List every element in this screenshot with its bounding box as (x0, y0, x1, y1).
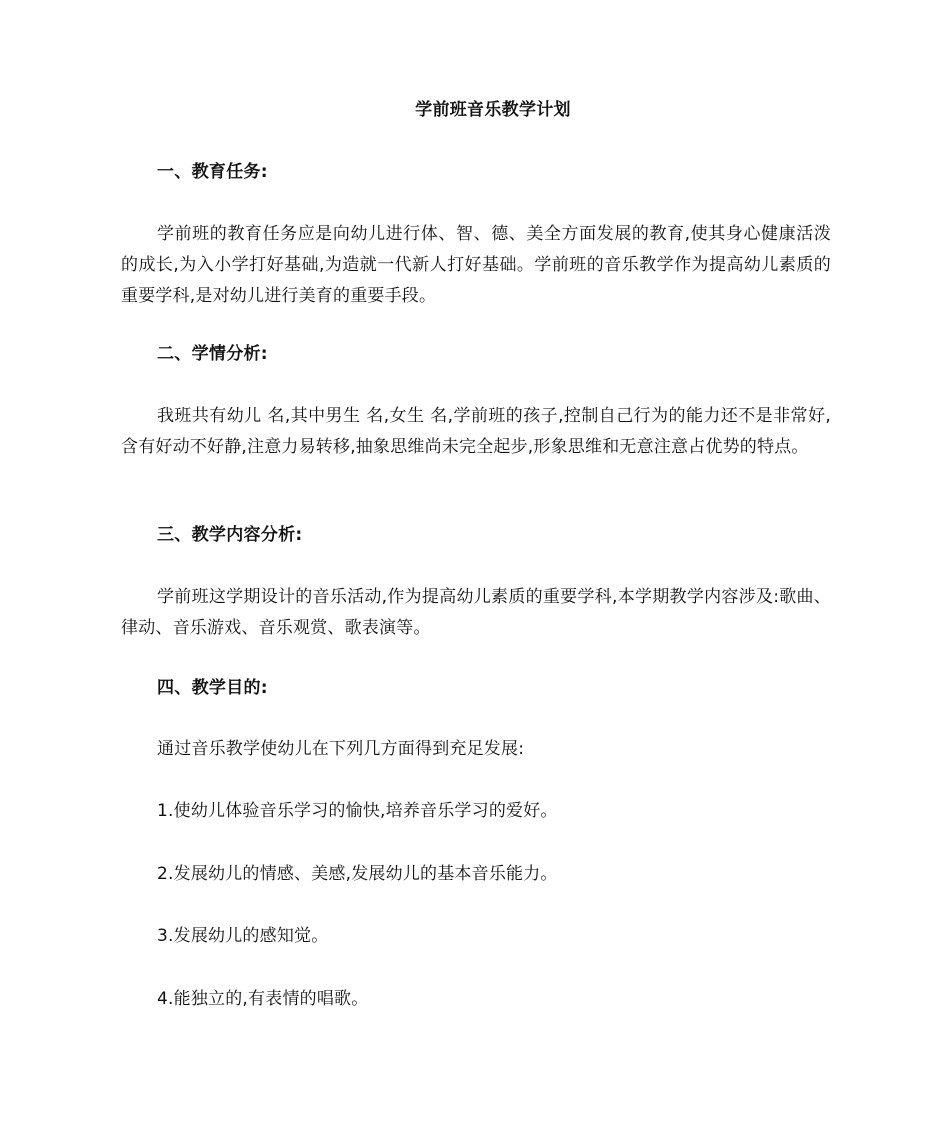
section-paragraph-education-task: 学前班的教育任务应是向幼儿进行体、智、德、美全方面发展的教育,使其身心健康活泼的成长,为入小学打好基础,为造就一代新人打好基础。学前班的音乐教学作为提高幼儿素质的重要学科,是对幼儿进行美育的重要手段。 (121, 224, 831, 306)
teaching-goals-intro: 通过音乐教学使幼儿在下列几方面得到充足发展: (157, 739, 525, 759)
teaching-goal-item: 1.使幼儿体验音乐学习的愉快,培养音乐学习的爱好。 (157, 801, 558, 821)
section-heading-education-task: 一、教育任务: (157, 162, 268, 182)
teaching-goal-item: 3.发展幼儿的感知觉。 (157, 926, 329, 946)
teaching-goal-item: 4.能独立的,有表情的唱歌。 (157, 989, 369, 1009)
document-title: 学前班音乐教学计划 (415, 100, 571, 120)
section-heading-teaching-goals: 四、教学目的: (157, 678, 268, 698)
section-paragraph-learning-analysis: 我班共有幼儿 名,其中男生 名,女生 名,学前班的孩子,控制自己行为的能力还不是非常好,含有好动不好静,注意力易转移,抽象思维尚未完全起步,形象思维和无意注意占优势的特点。 (121, 406, 831, 457)
section-heading-content-analysis: 三、教学内容分析: (157, 525, 303, 545)
section-heading-learning-analysis: 二、学情分析: (157, 344, 268, 364)
teaching-goal-item: 2.发展幼儿的情感、美感,发展幼儿的基本音乐能力。 (157, 864, 558, 884)
section-paragraph-content-analysis: 学前班这学期设计的音乐活动,作为提高幼儿素质的重要学科,本学期教学内容涉及:歌曲、律动、音乐游戏、音乐观赏、歌表演等。 (121, 587, 831, 638)
